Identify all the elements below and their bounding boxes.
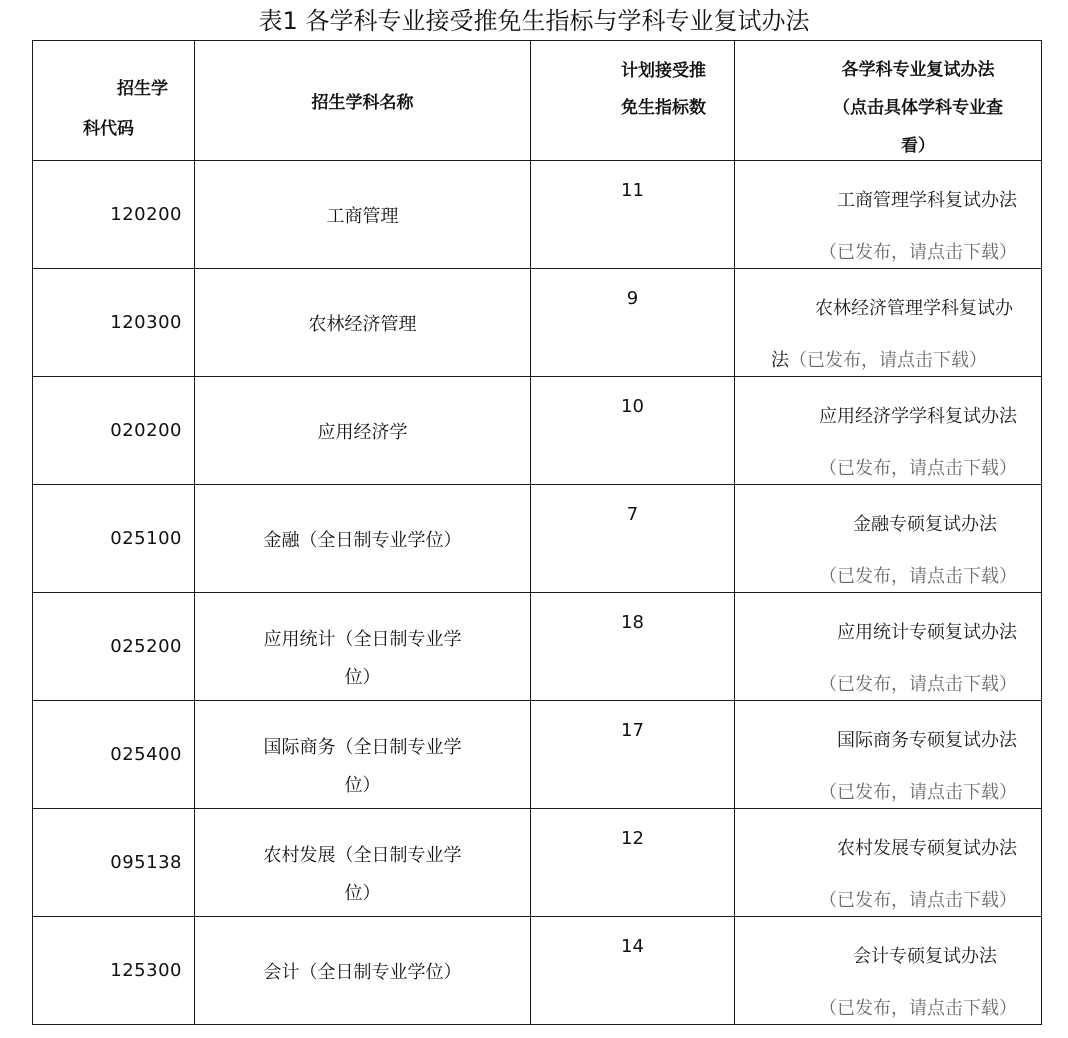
table-row (33, 701, 1042, 809)
method-link[interactable]: 应用统计专硕复试办法 (837, 622, 1017, 643)
method-link[interactable]: 国际商务专硕复试办法 (837, 730, 1017, 751)
method-link[interactable]: 应用经济学学科复试办法 (819, 406, 1017, 427)
row-quota: 10 (621, 396, 644, 417)
header-method-line1: 各学科专业复试办法 (841, 60, 995, 80)
row-name-line1: 农村发展（全日制专业学 (263, 845, 462, 866)
row-name-line2: 位） (344, 667, 381, 688)
table-row (33, 161, 1042, 269)
header-code-line1: 招生学 (117, 79, 168, 99)
table-row (33, 269, 1042, 377)
row-quota: 11 (621, 180, 644, 201)
table-row (33, 809, 1042, 917)
status-text[interactable]: （已发布，请点击下载） (819, 998, 1017, 1019)
method-link[interactable]: 会计专硕复试办法 (853, 946, 997, 967)
table-title: 表1 各学科专业接受推免生指标与学科专业复试办法 (258, 7, 810, 35)
table-row (33, 593, 1042, 701)
row-code: 025200 (110, 636, 182, 657)
status-text[interactable]: （已发布，请点击下载） (819, 782, 1017, 803)
row-name-line2: 位） (344, 775, 381, 796)
row-quota: 12 (621, 828, 644, 849)
header-code (33, 41, 195, 161)
row-code: 120300 (110, 312, 182, 333)
method-link-cont[interactable]: 法 (771, 350, 789, 371)
row-quota: 14 (621, 936, 644, 957)
header-row (33, 41, 1042, 161)
header-name (195, 41, 531, 161)
table-row (33, 917, 1042, 1025)
header-method-line2: （点击具体学科专业查 (833, 98, 1003, 118)
header-code-line2: 科代码 (83, 119, 134, 139)
row-name-line1: 国际商务（全日制专业学 (263, 737, 462, 758)
quota-table (32, 40, 1042, 1025)
row-name: 工商管理 (326, 205, 399, 227)
status-text[interactable]: （已发布，请点击下载） (819, 566, 1017, 587)
header-quota (531, 41, 735, 161)
row-quota: 7 (626, 504, 639, 525)
status-text[interactable]: （已发布，请点击下载） (819, 458, 1017, 479)
row-name: 应用经济学 (317, 421, 408, 443)
row-name-line1: 应用统计（全日制专业学 (263, 629, 462, 650)
table-row (33, 485, 1042, 593)
row-name: 农林经济管理 (308, 313, 417, 335)
header-quota-line2: 免生指标数 (621, 98, 706, 118)
row-code: 095138 (110, 852, 182, 873)
method-link[interactable]: 工商管理学科复试办法 (837, 190, 1017, 211)
method-link[interactable]: 农村发展专硕复试办法 (837, 838, 1017, 859)
header-name-text: 招生学科名称 (311, 93, 414, 113)
header-quota-line1: 计划接受推 (621, 61, 706, 81)
status-text[interactable]: （已发布，请点击下载） (789, 350, 987, 371)
row-code: 025100 (110, 528, 182, 549)
row-quota: 17 (621, 720, 644, 741)
header-method-line3: 看） (901, 136, 935, 156)
row-quota: 18 (621, 612, 644, 633)
row-name: 会计（全日制专业学位） (263, 961, 462, 983)
header-method (735, 41, 1042, 161)
row-name-line2: 位） (344, 883, 381, 904)
row-code: 020200 (110, 420, 182, 441)
row-code: 125300 (110, 960, 182, 981)
method-link[interactable]: 农林经济管理学科复试办 (815, 298, 1013, 319)
row-quota: 9 (626, 288, 639, 309)
table-row (33, 377, 1042, 485)
status-text[interactable]: （已发布，请点击下载） (819, 242, 1017, 263)
row-code: 025400 (110, 744, 182, 765)
row-name: 金融（全日制专业学位） (263, 529, 462, 551)
method-link[interactable]: 金融专硕复试办法 (853, 514, 997, 535)
status-text[interactable]: （已发布，请点击下载） (819, 674, 1017, 695)
status-text[interactable]: （已发布，请点击下载） (819, 890, 1017, 911)
row-code: 120200 (110, 204, 182, 225)
